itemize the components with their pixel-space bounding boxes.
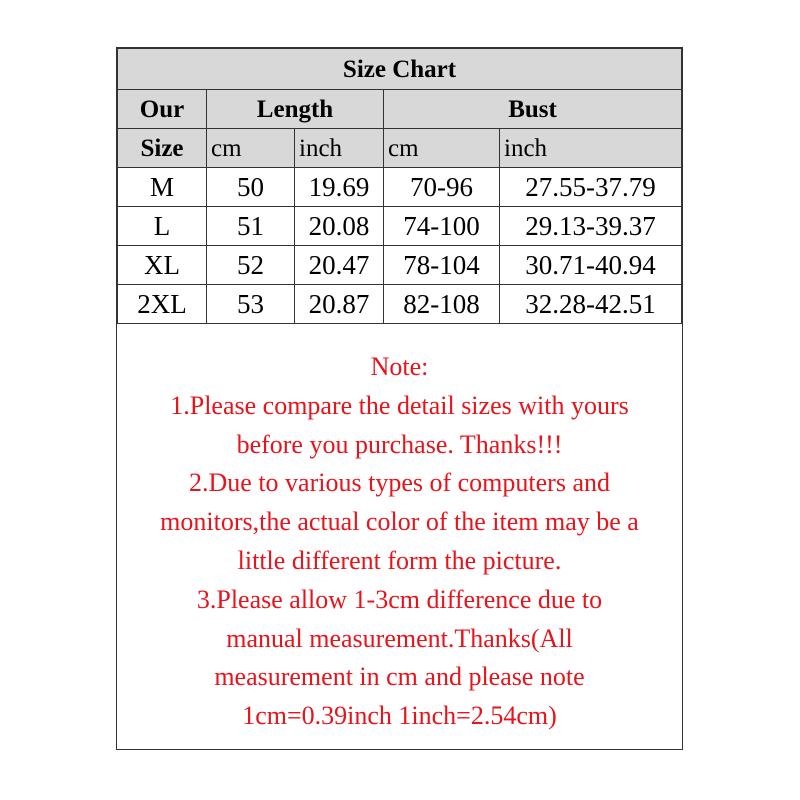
note-line: 1.Please compare the detail sizes with yours [170,390,629,420]
note-line: 1cm=0.39inch 1inch=2.54cm) [242,701,557,731]
length-header: Length [207,90,384,129]
bust-cm-cell: 70-96 [384,168,500,207]
length-inch-cell: 20.47 [295,246,384,285]
table-row [118,207,682,246]
length-inch-unit: inch [295,129,384,168]
note-heading: Note: [370,352,429,381]
length-cm-cell: 52 [207,246,295,285]
note-line: 2.Due to various types of computers and [189,468,610,498]
size-header-line2: Size [118,129,207,168]
size-cell: 2XL [118,285,207,324]
unit-row [118,129,682,168]
note-line: before you purchase. Thanks!!! [236,429,563,459]
table-row [118,168,682,207]
note-line: 3.Please allow 1-3cm difference due to [196,584,603,614]
bust-cm-cell: 74-100 [384,207,500,246]
title-row [118,49,682,90]
chart-title: Size Chart [118,49,682,90]
note-line: measurement in cm and please note [214,662,585,692]
length-inch-cell: 20.87 [295,285,384,324]
bust-inch-cell: 27.55-37.79 [500,168,682,207]
size-table [117,48,682,324]
bust-cm-cell: 82-108 [384,285,500,324]
size-cell: M [118,168,207,207]
length-cm-unit: cm [207,129,295,168]
bust-cm-unit: cm [384,129,500,168]
bust-header: Bust [384,90,682,129]
bust-inch-cell: 30.71-40.94 [500,246,682,285]
length-cm-cell: 51 [207,207,295,246]
bust-inch-unit: inch [500,129,682,168]
note-block [117,324,682,736]
length-inch-cell: 19.69 [295,168,384,207]
note-line: manual measurement.Thanks(All [226,623,573,653]
note-line: little different form the picture. [237,545,562,575]
header-row [118,90,682,129]
size-cell: XL [118,246,207,285]
table-row [118,285,682,324]
bust-cm-cell: 78-104 [384,246,500,285]
size-header-line1: Our [118,90,207,129]
length-cm-cell: 50 [207,168,295,207]
size-cell: L [118,207,207,246]
size-chart-sheet [116,47,683,750]
length-inch-cell: 20.08 [295,207,384,246]
bust-inch-cell: 29.13-39.37 [500,207,682,246]
bust-inch-cell: 32.28-42.51 [500,285,682,324]
note-line: monitors,the actual color of the item may be a [160,507,639,537]
table-row [118,246,682,285]
length-cm-cell: 53 [207,285,295,324]
